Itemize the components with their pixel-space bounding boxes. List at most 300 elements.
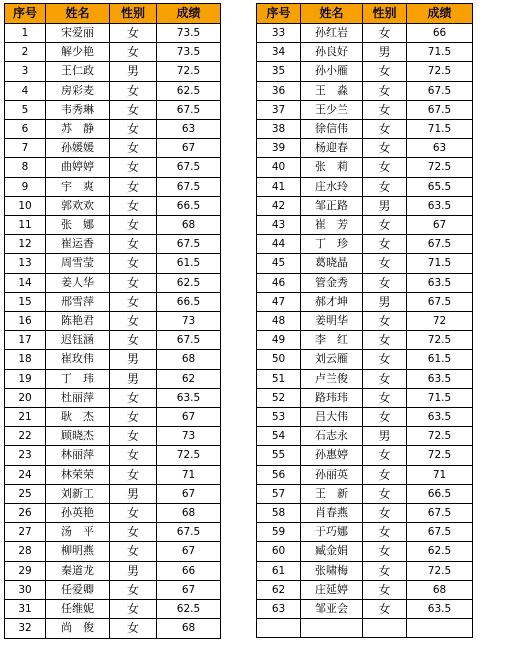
cell-gender: 男 (363, 292, 407, 311)
cell-name: 周雪莹 (46, 254, 110, 273)
cell-number: 31 (5, 600, 46, 619)
cell-score: 66.5 (157, 196, 221, 215)
header-gender: 性别 (110, 4, 157, 24)
cell-name: 林荣荣 (46, 465, 110, 484)
cell-score: 72.5 (407, 427, 473, 446)
cell-name: 杨迎春 (301, 139, 363, 158)
cell-gender: 女 (110, 139, 157, 158)
table-row (257, 139, 473, 158)
score-table-left (4, 3, 221, 639)
cell-number: 6 (5, 120, 46, 139)
table-row (257, 120, 473, 139)
table-row (257, 388, 473, 407)
cell-name: 臧金娟 (301, 542, 363, 561)
cell-name: 韦秀琳 (46, 100, 110, 119)
cell-gender: 女 (363, 446, 407, 465)
cell-number: 13 (5, 254, 46, 273)
cell-name: 迟钰涵 (46, 331, 110, 350)
table-row (257, 561, 473, 580)
cell-score: 62 (157, 369, 221, 388)
cell-score: 67.5 (157, 158, 221, 177)
table-row (5, 465, 221, 484)
cell-score: 63.5 (407, 196, 473, 215)
cell-gender: 女 (110, 465, 157, 484)
cell-number: 50 (257, 350, 301, 369)
cell-name: 王少兰 (301, 100, 363, 119)
cell-score: 62.5 (157, 600, 221, 619)
cell-number: 26 (5, 504, 46, 523)
header-row (5, 4, 221, 24)
cell-name: 丁 玮 (46, 369, 110, 388)
table-row (257, 216, 473, 235)
table-row (5, 331, 221, 350)
table-row (5, 254, 221, 273)
table-row (257, 235, 473, 254)
table-row (5, 139, 221, 158)
cell-score: 72.5 (157, 446, 221, 465)
cell-number: 19 (5, 369, 46, 388)
cell-gender: 男 (363, 43, 407, 62)
cell-gender: 女 (363, 331, 407, 350)
cell-score: 72.5 (407, 561, 473, 580)
cell-gender: 女 (110, 196, 157, 215)
cell-score: 67.5 (157, 177, 221, 196)
table-row (257, 600, 473, 619)
cell-number: 21 (5, 408, 46, 427)
cell-score: 68 (157, 216, 221, 235)
cell-number: 51 (257, 369, 301, 388)
cell-name: 张 莉 (301, 158, 363, 177)
cell-score: 72.5 (407, 446, 473, 465)
cell-name: 孙惠婷 (301, 446, 363, 465)
cell-number: 4 (5, 81, 46, 100)
cell-number: 12 (5, 235, 46, 254)
table-row (5, 484, 221, 503)
table-row (5, 388, 221, 407)
cell-score: 63.5 (407, 273, 473, 292)
cell-score: 62.5 (157, 273, 221, 292)
table-row (257, 312, 473, 331)
table-body (5, 24, 221, 639)
header-row (257, 4, 473, 24)
cell-gender: 男 (110, 350, 157, 369)
cell-name: 秦道龙 (46, 561, 110, 580)
cell-score: 63 (157, 120, 221, 139)
cell-name: 孙英艳 (46, 504, 110, 523)
cell-score: 71.5 (407, 120, 473, 139)
table-row (5, 619, 221, 638)
cell-score: 63.5 (407, 600, 473, 619)
cell-gender: 女 (363, 312, 407, 331)
table-row (257, 43, 473, 62)
cell-name: 吕大伟 (301, 408, 363, 427)
cell-number: 63 (257, 600, 301, 619)
cell-score: 66 (407, 24, 473, 43)
cell-score: 67.5 (157, 100, 221, 119)
cell-gender: 女 (363, 600, 407, 619)
table-row (257, 196, 473, 215)
cell-score: 62.5 (157, 81, 221, 100)
cell-score: 73.5 (157, 43, 221, 62)
table-row (257, 369, 473, 388)
cell-number: 37 (257, 100, 301, 119)
table-row (5, 120, 221, 139)
cell-number: 53 (257, 408, 301, 427)
cell-score: 67 (157, 542, 221, 561)
cell-name: 陈艳君 (46, 312, 110, 331)
cell-score: 65.5 (407, 177, 473, 196)
cell-name: 路玮玮 (301, 388, 363, 407)
cell-score: 67 (407, 216, 473, 235)
table-row (5, 81, 221, 100)
cell-gender: 男 (363, 427, 407, 446)
cell-name: 于巧娜 (301, 523, 363, 542)
table-row (257, 331, 473, 350)
table-header (257, 4, 473, 24)
cell-gender: 女 (363, 177, 407, 196)
table-row (5, 504, 221, 523)
cell-score: 61.5 (407, 350, 473, 369)
cell-name: 孙良好 (301, 43, 363, 62)
cell-score: 67.5 (407, 523, 473, 542)
table-row (5, 446, 221, 465)
score-table-right (256, 3, 473, 638)
header-score: 成绩 (407, 4, 473, 24)
cell-number: 49 (257, 331, 301, 350)
cell-gender: 女 (363, 369, 407, 388)
cell-score: 71 (157, 465, 221, 484)
cell-gender: 女 (363, 81, 407, 100)
cell-number: 56 (257, 465, 301, 484)
cell-number: 23 (5, 446, 46, 465)
cell-number: 45 (257, 254, 301, 273)
table-row (257, 350, 473, 369)
cell-gender: 女 (110, 43, 157, 62)
cell-name: 汤 平 (46, 523, 110, 542)
cell-gender: 女 (363, 120, 407, 139)
header-name: 姓名 (46, 4, 110, 24)
cell-name: 庄延婷 (301, 580, 363, 599)
table-row (257, 619, 473, 638)
cell-score: 73 (157, 427, 221, 446)
cell-name: 刘云雁 (301, 350, 363, 369)
cell-number: 43 (257, 216, 301, 235)
cell-score: 66.5 (407, 484, 473, 503)
cell-gender: 女 (110, 408, 157, 427)
header-score: 成绩 (157, 4, 221, 24)
header-number: 序号 (5, 4, 46, 24)
cell-score: 67.5 (407, 235, 473, 254)
cell-score: 72.5 (407, 331, 473, 350)
table-row (257, 580, 473, 599)
cell-name: 王 新 (301, 484, 363, 503)
cell-number: 9 (5, 177, 46, 196)
cell-gender: 女 (110, 158, 157, 177)
cell-number: 5 (5, 100, 46, 119)
cell-gender: 女 (363, 235, 407, 254)
cell-gender: 男 (110, 62, 157, 81)
cell-name: 孙媛媛 (46, 139, 110, 158)
cell-score: 68 (157, 619, 221, 638)
cell-score: 67 (157, 580, 221, 599)
cell-name: 顾晓杰 (46, 427, 110, 446)
cell-name: 姜人华 (46, 273, 110, 292)
cell-number: 8 (5, 158, 46, 177)
cell-gender: 女 (363, 542, 407, 561)
table-row (5, 542, 221, 561)
cell-number: 60 (257, 542, 301, 561)
cell-number: 28 (5, 542, 46, 561)
cell-score: 63 (407, 139, 473, 158)
cell-number (257, 619, 301, 638)
cell-score: 67.5 (407, 81, 473, 100)
cell-score: 72.5 (407, 62, 473, 81)
cell-number: 32 (5, 619, 46, 638)
cell-name: 解少艳 (46, 43, 110, 62)
cell-number: 24 (5, 465, 46, 484)
cell-number: 17 (5, 331, 46, 350)
cell-score: 67.5 (157, 235, 221, 254)
cell-name: 崔玫伟 (46, 350, 110, 369)
cell-number: 48 (257, 312, 301, 331)
cell-score: 71.5 (407, 254, 473, 273)
cell-number: 30 (5, 580, 46, 599)
cell-name: 杜丽萍 (46, 388, 110, 407)
cell-score: 66 (157, 561, 221, 580)
cell-score: 68 (157, 504, 221, 523)
table-row (5, 177, 221, 196)
cell-number: 52 (257, 388, 301, 407)
cell-gender: 女 (110, 600, 157, 619)
cell-score: 67.5 (157, 331, 221, 350)
table-row (5, 196, 221, 215)
cell-score: 67 (157, 408, 221, 427)
cell-gender: 男 (363, 196, 407, 215)
cell-score: 72 (407, 312, 473, 331)
cell-score: 67.5 (157, 523, 221, 542)
cell-gender: 女 (363, 158, 407, 177)
table-row (5, 235, 221, 254)
cell-gender: 女 (110, 235, 157, 254)
cell-name: 孙小雁 (301, 62, 363, 81)
cell-gender: 女 (363, 24, 407, 43)
table-row (5, 561, 221, 580)
table-body (257, 24, 473, 638)
cell-name: 王 淼 (301, 81, 363, 100)
table-row (257, 504, 473, 523)
cell-number: 41 (257, 177, 301, 196)
cell-number: 44 (257, 235, 301, 254)
cell-gender: 女 (363, 408, 407, 427)
cell-gender: 女 (110, 100, 157, 119)
cell-number: 54 (257, 427, 301, 446)
cell-number: 10 (5, 196, 46, 215)
cell-score: 71.5 (407, 43, 473, 62)
cell-name: 尚 俊 (46, 619, 110, 638)
cell-number: 38 (257, 120, 301, 139)
cell-gender: 女 (363, 504, 407, 523)
cell-number: 57 (257, 484, 301, 503)
cell-name: 孙红岩 (301, 24, 363, 43)
cell-score: 73 (157, 312, 221, 331)
cell-name: 宋爱丽 (46, 24, 110, 43)
table-row (257, 62, 473, 81)
cell-score: 63.5 (407, 408, 473, 427)
cell-number: 59 (257, 523, 301, 542)
cell-score: 68 (407, 580, 473, 599)
cell-number: 2 (5, 43, 46, 62)
cell-score: 67 (157, 484, 221, 503)
table-row (257, 158, 473, 177)
table-row (5, 523, 221, 542)
table-row (257, 177, 473, 196)
table-row (257, 292, 473, 311)
cell-name: 葛晓晶 (301, 254, 363, 273)
cell-score: 63.5 (407, 369, 473, 388)
table-row (257, 408, 473, 427)
cell-name: 徐信伟 (301, 120, 363, 139)
cell-name: 管金秀 (301, 273, 363, 292)
cell-score: 67 (157, 139, 221, 158)
table-row (257, 100, 473, 119)
cell-score: 61.5 (157, 254, 221, 273)
table-row (5, 580, 221, 599)
cell-number: 15 (5, 292, 46, 311)
cell-score: 73.5 (157, 24, 221, 43)
cell-number: 33 (257, 24, 301, 43)
table-row (5, 158, 221, 177)
table-row (5, 408, 221, 427)
cell-name: 王仁政 (46, 62, 110, 81)
cell-gender: 女 (110, 312, 157, 331)
cell-name: 刘新工 (46, 484, 110, 503)
cell-name: 庄水玲 (301, 177, 363, 196)
cell-gender: 女 (363, 273, 407, 292)
header-name: 姓名 (301, 4, 363, 24)
cell-name: 张 娜 (46, 216, 110, 235)
cell-gender: 女 (363, 254, 407, 273)
cell-name: 邹正路 (301, 196, 363, 215)
cell-name: 石志永 (301, 427, 363, 446)
cell-name: 宇 爽 (46, 177, 110, 196)
cell-gender: 女 (363, 100, 407, 119)
table-row (5, 312, 221, 331)
cell-gender: 女 (110, 177, 157, 196)
cell-name: 李 红 (301, 331, 363, 350)
cell-score: 67.5 (407, 504, 473, 523)
cell-score: 72.5 (407, 158, 473, 177)
cell-gender: 女 (110, 446, 157, 465)
cell-number: 11 (5, 216, 46, 235)
table-row (257, 427, 473, 446)
cell-gender: 女 (363, 388, 407, 407)
table-row (5, 62, 221, 81)
cell-number: 27 (5, 523, 46, 542)
cell-number: 40 (257, 158, 301, 177)
cell-gender: 女 (110, 580, 157, 599)
cell-number: 1 (5, 24, 46, 43)
cell-number: 20 (5, 388, 46, 407)
cell-gender: 女 (110, 619, 157, 638)
cell-score: 62.5 (407, 542, 473, 561)
table-row (257, 24, 473, 43)
cell-number: 7 (5, 139, 46, 158)
cell-number: 16 (5, 312, 46, 331)
table-row (257, 523, 473, 542)
table-row (257, 465, 473, 484)
cell-name: 任爱卿 (46, 580, 110, 599)
cell-score (407, 619, 473, 638)
cell-name: 柳明燕 (46, 542, 110, 561)
cell-number: 61 (257, 561, 301, 580)
cell-gender: 女 (110, 120, 157, 139)
cell-name: 林丽萍 (46, 446, 110, 465)
cell-number: 25 (5, 484, 46, 503)
cell-gender: 女 (363, 139, 407, 158)
cell-name: 邢雪萍 (46, 292, 110, 311)
cell-gender: 男 (110, 369, 157, 388)
cell-gender: 女 (110, 523, 157, 542)
cell-name: 崔运香 (46, 235, 110, 254)
table-row (257, 81, 473, 100)
cell-gender: 女 (363, 465, 407, 484)
cell-name: 姜明华 (301, 312, 363, 331)
cell-name: 苏 静 (46, 120, 110, 139)
cell-name: 卢兰俊 (301, 369, 363, 388)
cell-name: 肖春燕 (301, 504, 363, 523)
cell-gender: 女 (110, 273, 157, 292)
table-row (257, 446, 473, 465)
cell-gender: 女 (110, 427, 157, 446)
cell-name: 任维妮 (46, 600, 110, 619)
cell-gender (363, 619, 407, 638)
cell-score: 68 (157, 350, 221, 369)
cell-number: 3 (5, 62, 46, 81)
table-row (5, 292, 221, 311)
cell-name: 曲婷婷 (46, 158, 110, 177)
cell-name: 崔 芳 (301, 216, 363, 235)
cell-number: 55 (257, 446, 301, 465)
cell-gender: 男 (110, 561, 157, 580)
cell-name: 张啸梅 (301, 561, 363, 580)
cell-gender: 女 (110, 504, 157, 523)
cell-name: 孙丽英 (301, 465, 363, 484)
table-row (257, 542, 473, 561)
cell-score: 71.5 (407, 388, 473, 407)
cell-name: 邹亚会 (301, 600, 363, 619)
cell-number: 34 (257, 43, 301, 62)
cell-number: 58 (257, 504, 301, 523)
cell-gender: 女 (110, 216, 157, 235)
cell-gender: 女 (363, 580, 407, 599)
header-number: 序号 (257, 4, 301, 24)
cell-number: 42 (257, 196, 301, 215)
table-row (5, 369, 221, 388)
table-row (5, 43, 221, 62)
table-row (5, 273, 221, 292)
table-row (5, 216, 221, 235)
cell-name: 郝才坤 (301, 292, 363, 311)
cell-score: 66.5 (157, 292, 221, 311)
cell-name (301, 619, 363, 638)
cell-number: 35 (257, 62, 301, 81)
cell-score: 67.5 (407, 292, 473, 311)
cell-gender: 女 (110, 292, 157, 311)
cell-score: 72.5 (157, 62, 221, 81)
cell-number: 46 (257, 273, 301, 292)
table-row (5, 24, 221, 43)
cell-gender: 女 (363, 350, 407, 369)
